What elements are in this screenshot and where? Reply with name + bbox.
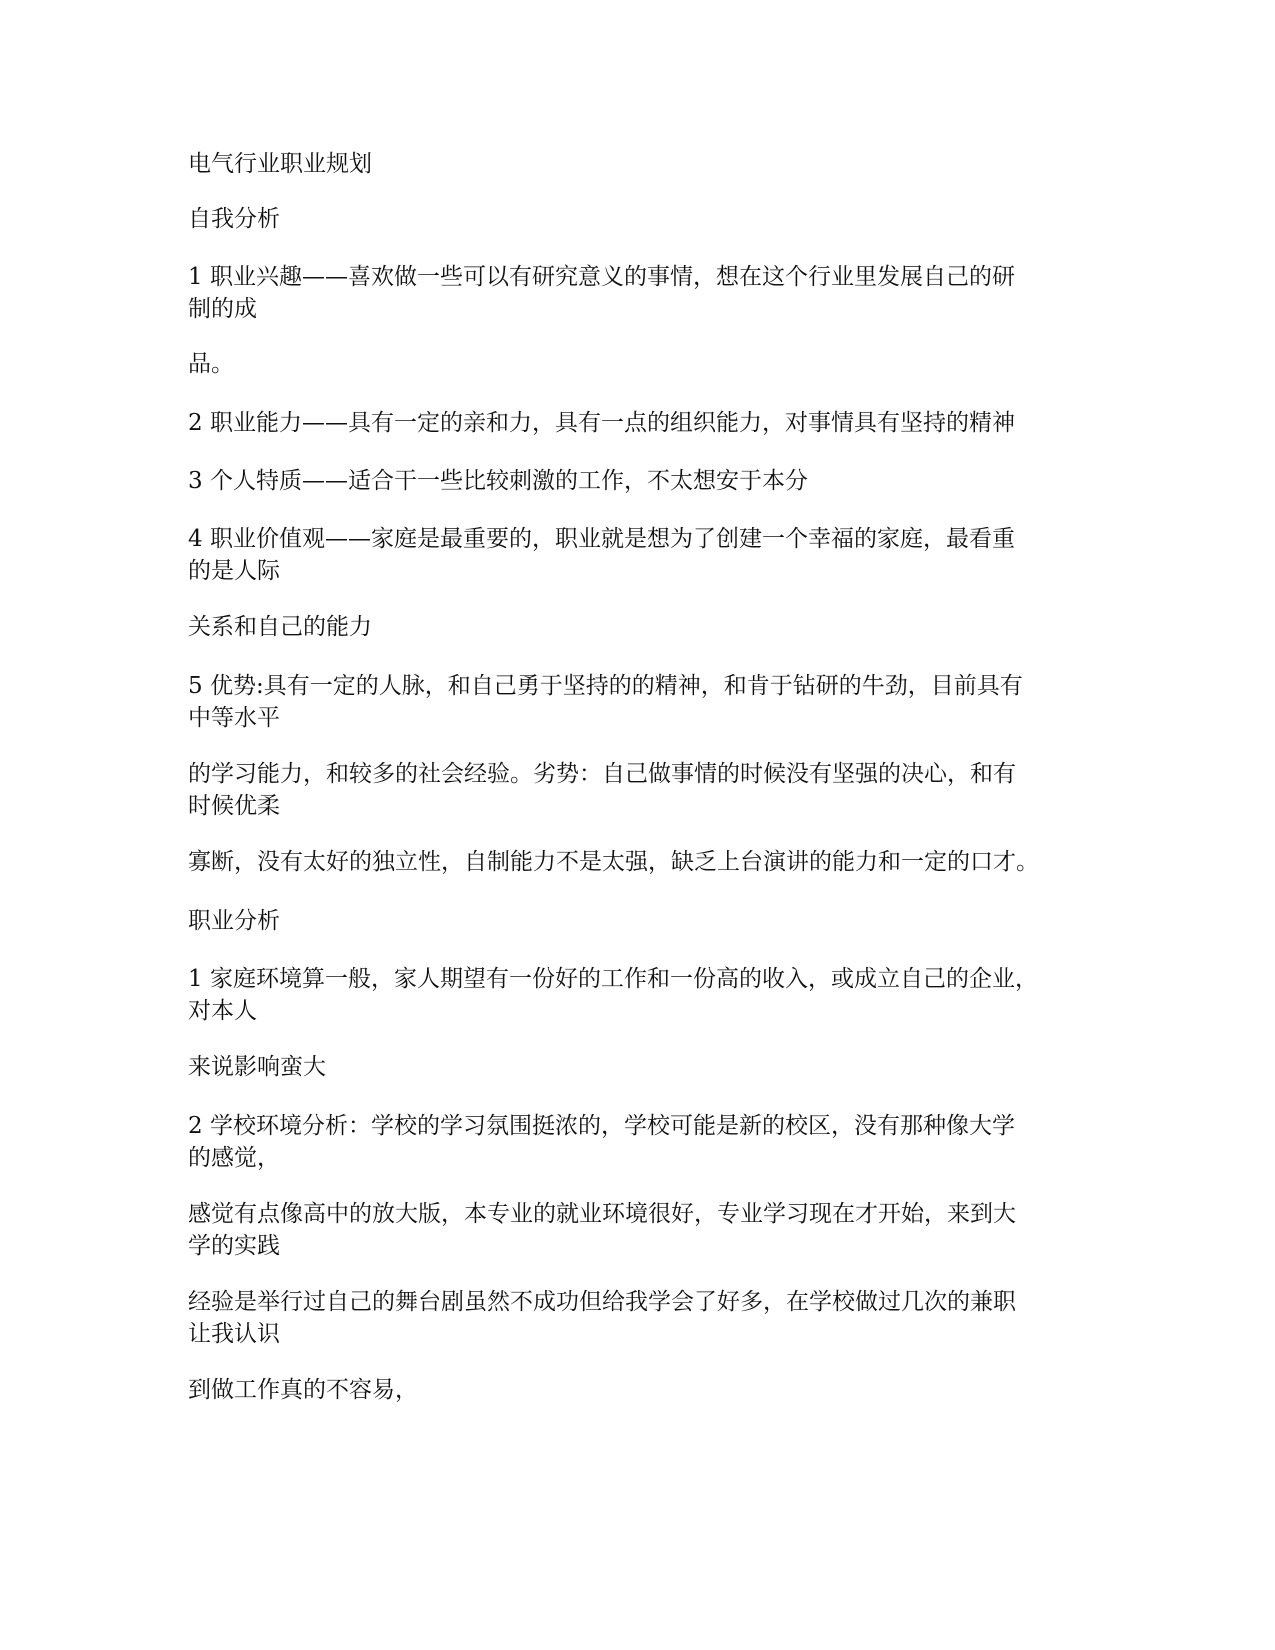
paragraph-interest bbox=[188, 261, 1088, 325]
paragraph-weaknesses bbox=[188, 846, 1088, 878]
paragraph-ability bbox=[188, 407, 1088, 439]
text-line: 的感觉， bbox=[188, 1145, 280, 1171]
text-line: 感觉有点像高中的放大版，本专业的就业环境很好，专业学习现在才开始，来到大 bbox=[188, 1201, 1016, 1227]
text-line: 对本人 bbox=[188, 998, 257, 1024]
document-title bbox=[188, 148, 1088, 180]
text-line: 关系和自己的能力 bbox=[188, 614, 372, 640]
paragraph-strengths-cont bbox=[188, 758, 1088, 822]
text-line: 1 职业兴趣——喜欢做一些可以有研究意义的事情，想在这个行业里发展自己的研 bbox=[188, 264, 1015, 290]
text-line: 自我分析 bbox=[188, 206, 280, 232]
section-heading-self-analysis bbox=[188, 203, 1088, 235]
text-line: 电气行业职业规划 bbox=[188, 151, 372, 177]
text-line: 3 个人特质——适合干一些比较刺激的工作，不太想安于本分 bbox=[188, 468, 808, 494]
text-line: 让我认识 bbox=[188, 1321, 280, 1347]
text-line: 的学习能力，和较多的社会经验。劣势：自己做事情的时候没有坚强的决心，和有 bbox=[188, 761, 1016, 787]
paragraph-school bbox=[188, 1110, 1088, 1174]
paragraph-experience-cont bbox=[188, 1374, 1088, 1406]
text-line: 时候优柔 bbox=[188, 793, 280, 819]
text-line: 到做工作真的不容易， bbox=[188, 1377, 418, 1403]
text-line: 5 优势:具有一定的人脉，和自己勇于坚持的的精神，和肯于钻研的牛劲，目前具有 bbox=[188, 673, 1023, 699]
text-line: 来说影响蛮大 bbox=[188, 1054, 326, 1080]
paragraph-values bbox=[188, 523, 1088, 587]
text-line: 2 职业能力——具有一定的亲和力，具有一点的组织能力，对事情具有坚持的精神 bbox=[188, 410, 1015, 436]
text-line: 制的成 bbox=[188, 296, 257, 322]
text-line: 1 家庭环境算一般，家人期望有一份好的工作和一份高的收入，或成立自己的企业， bbox=[188, 966, 1038, 992]
text-line: 4 职业价值观——家庭是最重要的，职业就是想为了创建一个幸福的家庭，最看重 bbox=[188, 526, 1015, 552]
text-line: 经验是举行过自己的舞台剧虽然不成功但给我学会了好多，在学校做过几次的兼职 bbox=[188, 1289, 1016, 1315]
text-line: 中等水平 bbox=[188, 705, 280, 731]
paragraph-values-cont bbox=[188, 611, 1088, 643]
paragraph-interest-cont bbox=[188, 348, 1088, 380]
paragraph-traits bbox=[188, 465, 1088, 497]
text-line: 的是人际 bbox=[188, 558, 280, 584]
text-line: 学的实践 bbox=[188, 1233, 280, 1259]
paragraph-family bbox=[188, 963, 1088, 1027]
section-heading-career-analysis bbox=[188, 905, 1088, 937]
text-line: 职业分析 bbox=[188, 908, 280, 934]
text-line: 寡断，没有太好的独立性，自制能力不是太强，缺乏上台演讲的能力和一定的口才。 bbox=[188, 849, 1039, 875]
text-line: 品。 bbox=[188, 351, 234, 377]
paragraph-strengths bbox=[188, 670, 1088, 734]
paragraph-experience bbox=[188, 1286, 1088, 1350]
paragraph-family-cont bbox=[188, 1051, 1088, 1083]
text-line: 2 学校环境分析：学校的学习氛围挺浓的，学校可能是新的校区，没有那种像大学 bbox=[188, 1113, 1015, 1139]
paragraph-school-cont bbox=[188, 1198, 1088, 1262]
